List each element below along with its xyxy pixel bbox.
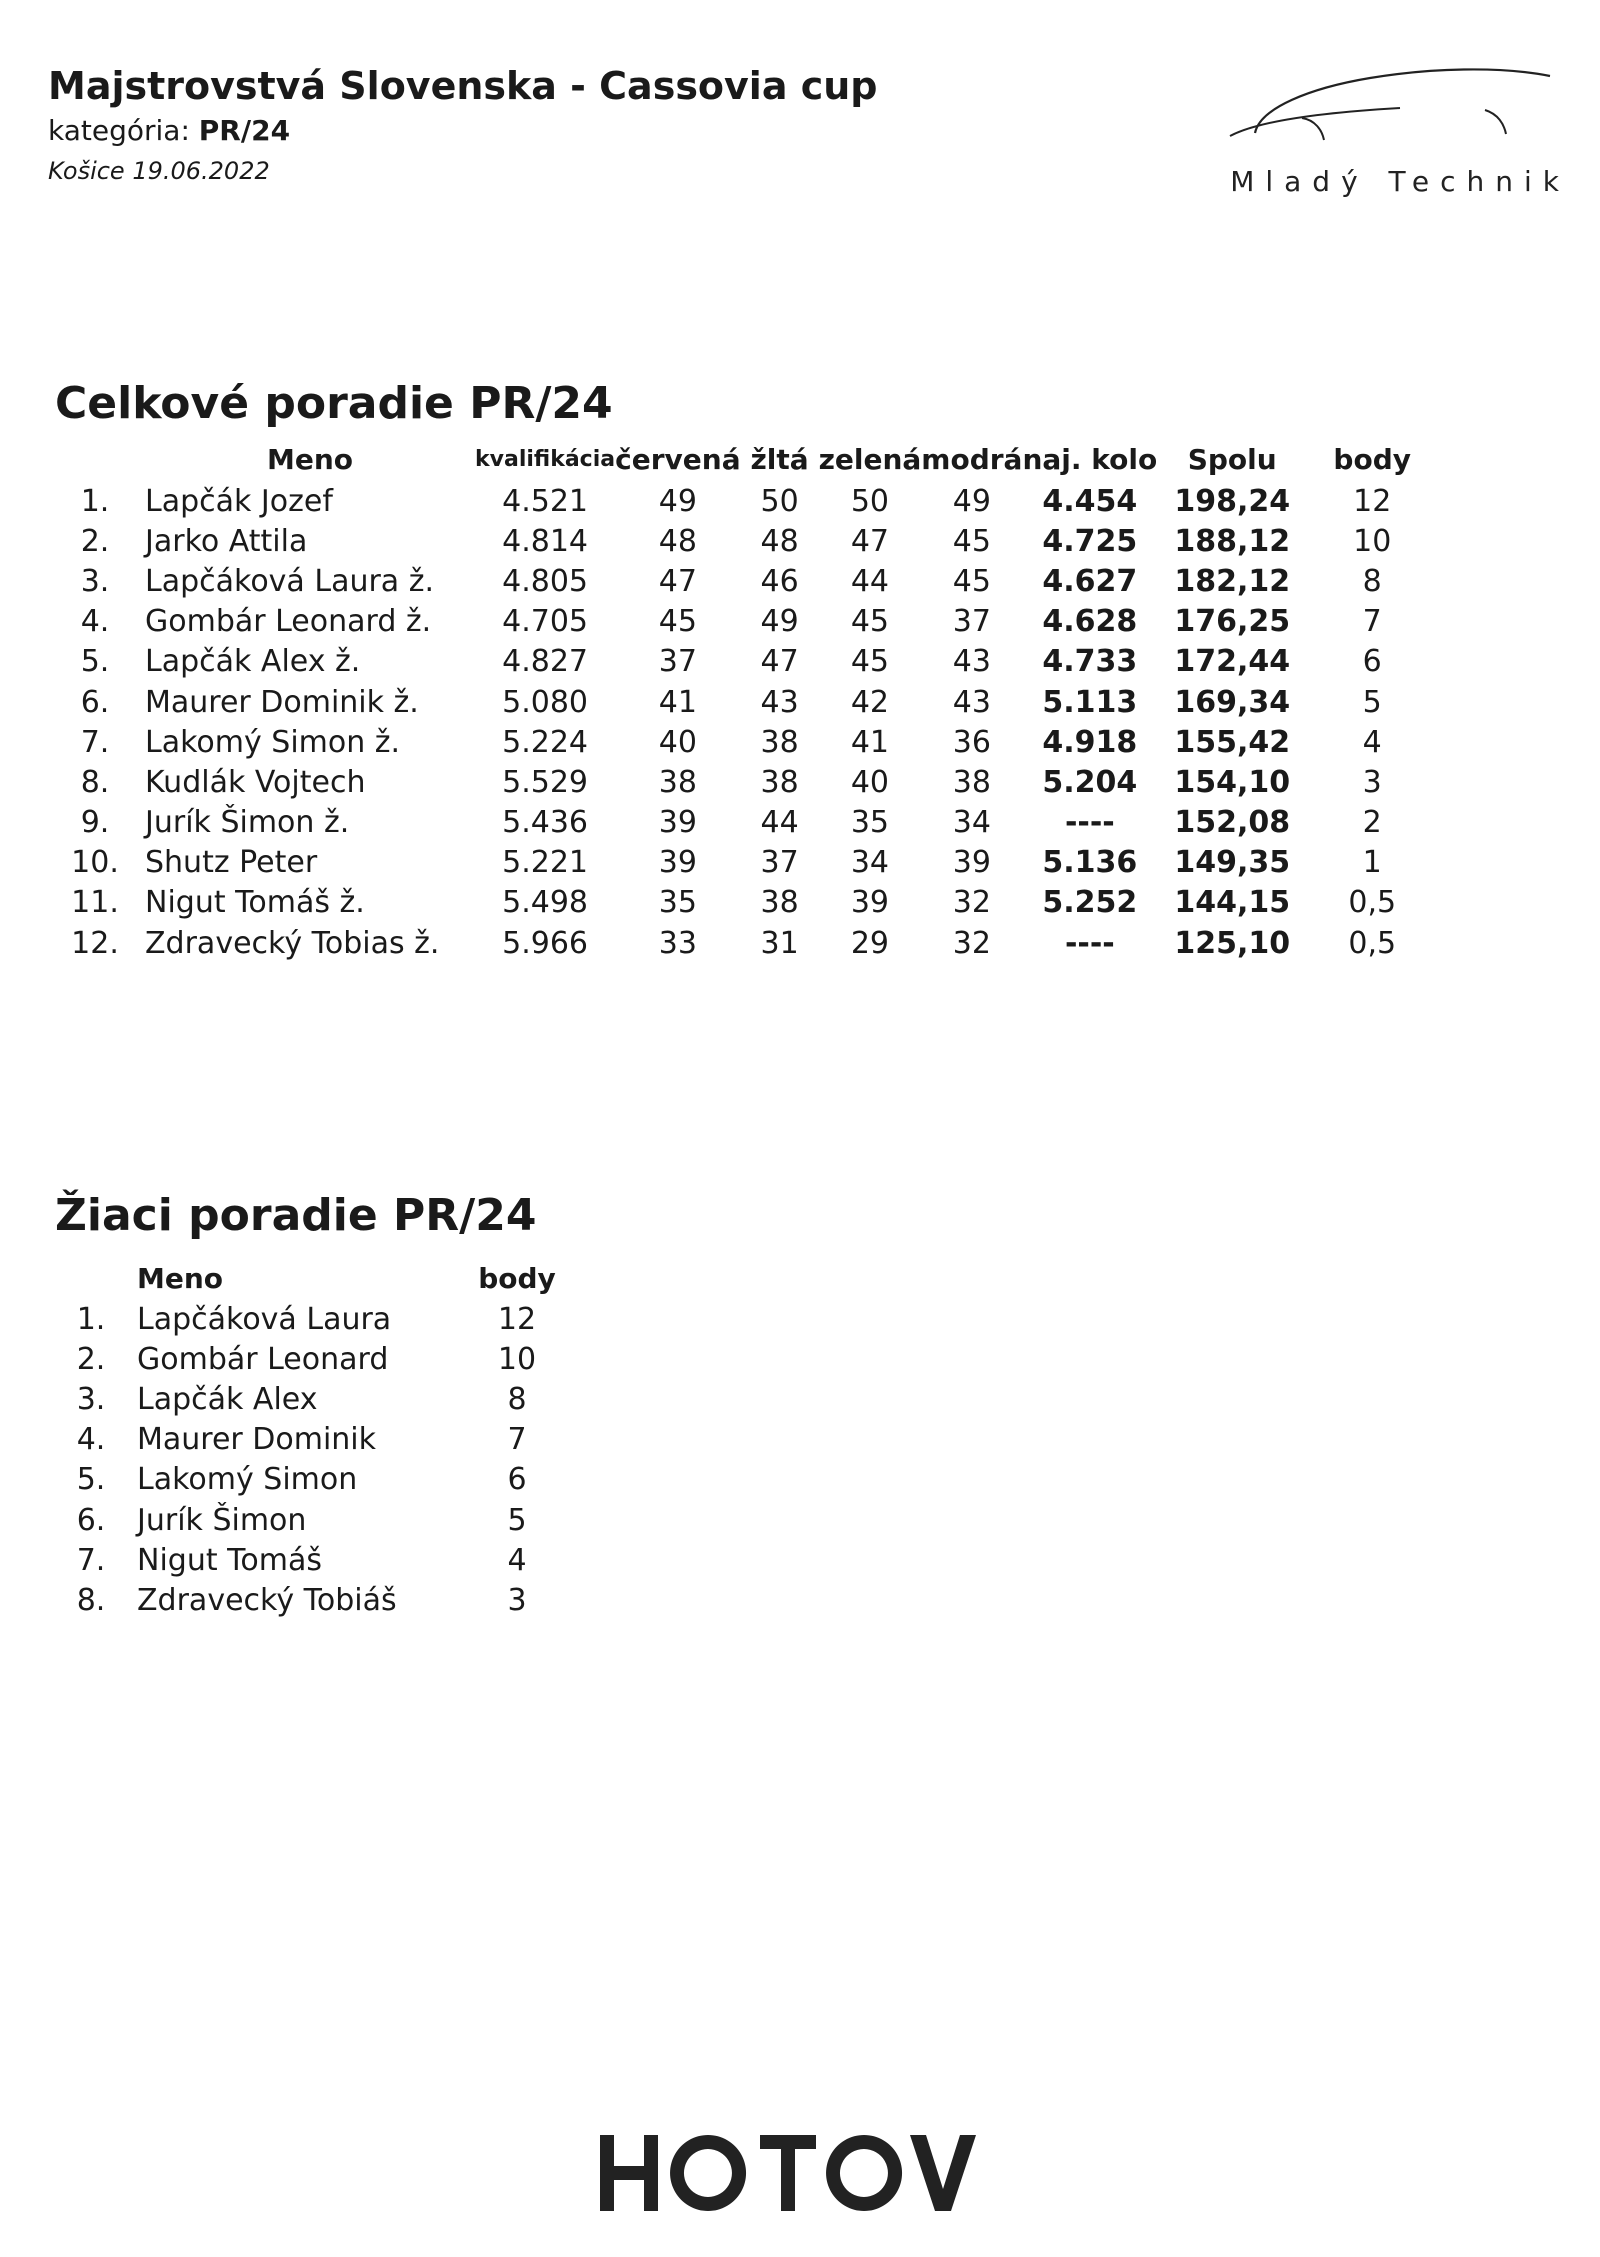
rank-cell: 7. (80, 724, 110, 760)
red-cell: 38 (658, 764, 697, 800)
points-cell: 3 (507, 1582, 527, 1618)
qualification-cell: 5.224 (502, 724, 588, 760)
points-cell: 5 (507, 1502, 527, 1538)
best-lap-cell: 4.454 (1042, 483, 1138, 519)
rank-cell: 3. (76, 1381, 106, 1417)
table-row (45, 722, 1437, 762)
column-header-best-lap: naj. kolo (1022, 442, 1158, 476)
red-cell: 35 (658, 885, 697, 921)
blue-cell: 38 (952, 764, 991, 800)
yellow-cell: 38 (760, 885, 799, 921)
total-cell: 155,42 (1174, 724, 1291, 760)
qualification-cell: 4.705 (502, 604, 588, 640)
category-label: kategória: (48, 114, 190, 147)
green-cell: 50 (850, 483, 890, 519)
name-cell: Lapčáková Laura (137, 1301, 392, 1337)
green-cell: 39 (850, 885, 890, 921)
category-line (48, 112, 878, 150)
rank-cell: 2. (80, 523, 110, 559)
overall-ranking-title: Celkové poradie PR/24 (55, 378, 613, 429)
table-row (45, 923, 1437, 963)
event-title: Majstrovstvá Slovenska - Cassovia cup (48, 64, 878, 108)
table-row (45, 642, 1437, 682)
name-cell: Gombár Leonard ž. (145, 604, 432, 640)
table-row (45, 1379, 567, 1419)
name-cell: Lakomý Simon ž. (145, 724, 401, 760)
total-cell: 144,15 (1174, 885, 1291, 921)
blue-cell: 36 (952, 724, 991, 760)
table-row (45, 1540, 567, 1580)
points-cell: 5 (1362, 684, 1382, 720)
best-lap-cell: ---- (1064, 805, 1115, 841)
rank-cell: 8. (76, 1582, 106, 1618)
rank-cell: 12. (71, 925, 119, 961)
rank-cell: 7. (76, 1542, 106, 1578)
red-cell: 41 (658, 684, 697, 720)
red-cell: 39 (658, 805, 697, 841)
pupils-ranking-title: Žiaci poradie PR/24 (55, 1190, 537, 1241)
document-header (48, 62, 878, 188)
best-lap-cell: 4.725 (1042, 523, 1138, 559)
rank-cell: 4. (80, 604, 110, 640)
name-cell: Maurer Dominik ž. (145, 684, 419, 720)
yellow-cell: 38 (760, 764, 799, 800)
table-row (45, 1460, 567, 1500)
name-cell: Zdravecký Tobiáš (137, 1582, 397, 1618)
blue-cell: 39 (952, 845, 991, 881)
rank-cell: 10. (71, 845, 119, 881)
points-cell: 4 (1362, 724, 1382, 760)
red-cell: 40 (658, 724, 697, 760)
points-cell: 7 (507, 1422, 527, 1458)
car-silhouette-icon (1200, 58, 1570, 158)
total-cell: 188,12 (1174, 523, 1291, 559)
points-cell: 6 (507, 1462, 527, 1498)
name-cell: Maurer Dominik (137, 1422, 377, 1458)
yellow-cell: 48 (760, 523, 799, 559)
blue-cell: 45 (952, 523, 991, 559)
green-cell: 35 (850, 805, 890, 841)
red-cell: 47 (658, 563, 697, 599)
points-cell: 10 (1353, 523, 1392, 559)
column-header-name: Meno (137, 1261, 224, 1295)
yellow-cell: 37 (760, 845, 799, 881)
blue-cell: 43 (952, 684, 991, 720)
total-cell: 152,08 (1174, 805, 1291, 841)
column-header-yellow: žltá (750, 442, 809, 476)
column-header-total: Spolu (1187, 442, 1277, 476)
total-cell: 125,10 (1174, 925, 1291, 961)
pupils-ranking-table (45, 1257, 567, 1621)
blue-cell: 43 (952, 644, 991, 680)
rank-cell: 11. (71, 885, 119, 921)
rank-cell: 3. (80, 563, 110, 599)
green-cell: 34 (850, 845, 890, 881)
column-header-qualification: kvalifikácia (475, 446, 616, 472)
name-cell: Jarko Attila (145, 523, 308, 559)
column-header-rank (45, 437, 145, 481)
best-lap-cell: 5.204 (1042, 764, 1138, 800)
green-cell: 40 (850, 764, 890, 800)
qualification-cell: 5.498 (502, 885, 588, 921)
qualification-cell: 5.221 (502, 845, 588, 881)
red-cell: 33 (658, 925, 697, 961)
yellow-cell: 49 (760, 604, 799, 640)
column-header-blue: modrá (921, 442, 1023, 476)
name-cell: Lapčák Alex ž. (145, 644, 361, 680)
category-value: PR/24 (198, 114, 291, 147)
table-row (45, 843, 1437, 883)
name-cell: Zdravecký Tobias ž. (145, 925, 440, 961)
qualification-cell: 4.805 (502, 563, 588, 599)
column-header-points: body (478, 1261, 556, 1295)
table-row (45, 481, 1437, 521)
name-cell: Gombár Leonard (137, 1341, 389, 1377)
best-lap-cell: 4.627 (1042, 563, 1138, 599)
green-cell: 42 (850, 684, 890, 720)
table-row (45, 803, 1437, 843)
qualification-cell: 5.436 (502, 805, 588, 841)
column-header-red: červená (615, 442, 741, 476)
name-cell: Kudlák Vojtech (145, 764, 366, 800)
points-cell: 8 (507, 1381, 527, 1417)
rank-cell: 6. (76, 1502, 106, 1538)
rank-cell: 9. (80, 805, 110, 841)
column-header-green: zelená (818, 442, 922, 476)
mlady-technik-logo (1200, 58, 1570, 208)
name-cell: Jurík Šimon ž. (145, 805, 350, 841)
table-row (45, 762, 1437, 802)
blue-cell: 32 (952, 885, 991, 921)
column-header-points: body (1333, 442, 1411, 476)
yellow-cell: 38 (760, 724, 799, 760)
table-row (45, 1339, 567, 1379)
yellow-cell: 31 (760, 925, 799, 961)
yellow-cell: 43 (760, 684, 799, 720)
qualification-cell: 4.521 (502, 483, 588, 519)
name-cell: Lapčák Alex (137, 1381, 318, 1417)
table-row (45, 602, 1437, 642)
qualification-cell: 4.814 (502, 523, 588, 559)
blue-cell: 49 (952, 483, 991, 519)
table-row (45, 682, 1437, 722)
place-date: Košice 19.06.2022 (48, 157, 270, 185)
blue-cell: 34 (952, 805, 991, 841)
best-lap-cell: ---- (1064, 925, 1115, 961)
points-cell: 3 (1362, 764, 1382, 800)
overall-ranking-table (45, 437, 1437, 963)
rank-cell: 5. (80, 644, 110, 680)
qualification-cell: 5.966 (502, 925, 588, 961)
rank-cell: 5. (76, 1462, 106, 1498)
yellow-cell: 50 (760, 483, 799, 519)
points-cell: 1 (1362, 845, 1382, 881)
table-row (45, 1420, 567, 1460)
points-cell: 0,5 (1348, 925, 1397, 961)
table-row (45, 1580, 567, 1620)
name-cell: Lapčáková Laura ž. (145, 563, 434, 599)
best-lap-cell: 4.733 (1042, 644, 1138, 680)
red-cell: 45 (658, 604, 697, 640)
points-cell: 6 (1362, 644, 1382, 680)
qualification-cell: 4.827 (502, 644, 588, 680)
points-cell: 12 (1353, 483, 1392, 519)
name-cell: Nigut Tomáš (137, 1542, 322, 1578)
points-cell: 0,5 (1348, 885, 1397, 921)
best-lap-cell: 5.136 (1042, 845, 1138, 881)
table-row (45, 1500, 567, 1540)
points-cell: 7 (1362, 604, 1382, 640)
rank-cell: 4. (76, 1422, 106, 1458)
yellow-cell: 47 (760, 644, 799, 680)
rank-cell: 6. (80, 684, 110, 720)
column-header-name: Meno (266, 442, 354, 476)
points-cell: 12 (497, 1301, 537, 1337)
qualification-cell: 5.529 (502, 764, 588, 800)
points-cell: 10 (497, 1341, 537, 1377)
total-cell: 154,10 (1174, 764, 1291, 800)
green-cell: 45 (850, 644, 890, 680)
qualification-cell: 5.080 (502, 684, 588, 720)
green-cell: 29 (850, 925, 890, 961)
name-cell: Shutz Peter (145, 845, 318, 881)
best-lap-cell: 4.628 (1042, 604, 1138, 640)
table-header-row (45, 1257, 567, 1299)
rank-cell: 1. (80, 483, 110, 519)
table-row (45, 1299, 567, 1339)
name-cell: Lapčák Jozef (145, 483, 333, 519)
points-cell: 4 (507, 1542, 527, 1578)
total-cell: 149,35 (1174, 845, 1291, 881)
best-lap-cell: 5.252 (1042, 885, 1138, 921)
red-cell: 39 (658, 845, 697, 881)
points-cell: 8 (1362, 563, 1382, 599)
points-cell: 2 (1362, 805, 1382, 841)
red-cell: 37 (658, 644, 697, 680)
green-cell: 47 (850, 523, 890, 559)
name-cell: Nigut Tomáš ž. (145, 885, 365, 921)
blue-cell: 37 (952, 604, 991, 640)
hotovo-sponsor-logo (600, 2135, 1010, 2211)
name-cell: Jurík Šimon (137, 1502, 307, 1538)
red-cell: 49 (658, 483, 697, 519)
total-cell: 172,44 (1174, 644, 1291, 680)
name-cell: Lakomý Simon (137, 1462, 358, 1498)
total-cell: 198,24 (1174, 483, 1291, 519)
green-cell: 44 (850, 563, 890, 599)
table-header-row (45, 437, 1437, 481)
red-cell: 48 (658, 523, 697, 559)
yellow-cell: 46 (760, 563, 799, 599)
green-cell: 41 (850, 724, 890, 760)
rank-cell: 1. (76, 1301, 106, 1337)
logo-text: Mladý Technik (1230, 165, 1570, 198)
total-cell: 182,12 (1174, 563, 1291, 599)
table-row (45, 561, 1437, 601)
table-row (45, 521, 1437, 561)
total-cell: 176,25 (1174, 604, 1291, 640)
yellow-cell: 44 (760, 805, 799, 841)
blue-cell: 45 (952, 563, 991, 599)
total-cell: 169,34 (1174, 684, 1291, 720)
best-lap-cell: 4.918 (1042, 724, 1138, 760)
rank-cell: 8. (80, 764, 110, 800)
rank-cell: 2. (76, 1341, 106, 1377)
blue-cell: 32 (952, 925, 991, 961)
table-row (45, 883, 1437, 923)
column-header-rank (45, 1257, 137, 1299)
green-cell: 45 (850, 604, 890, 640)
best-lap-cell: 5.113 (1042, 684, 1138, 720)
